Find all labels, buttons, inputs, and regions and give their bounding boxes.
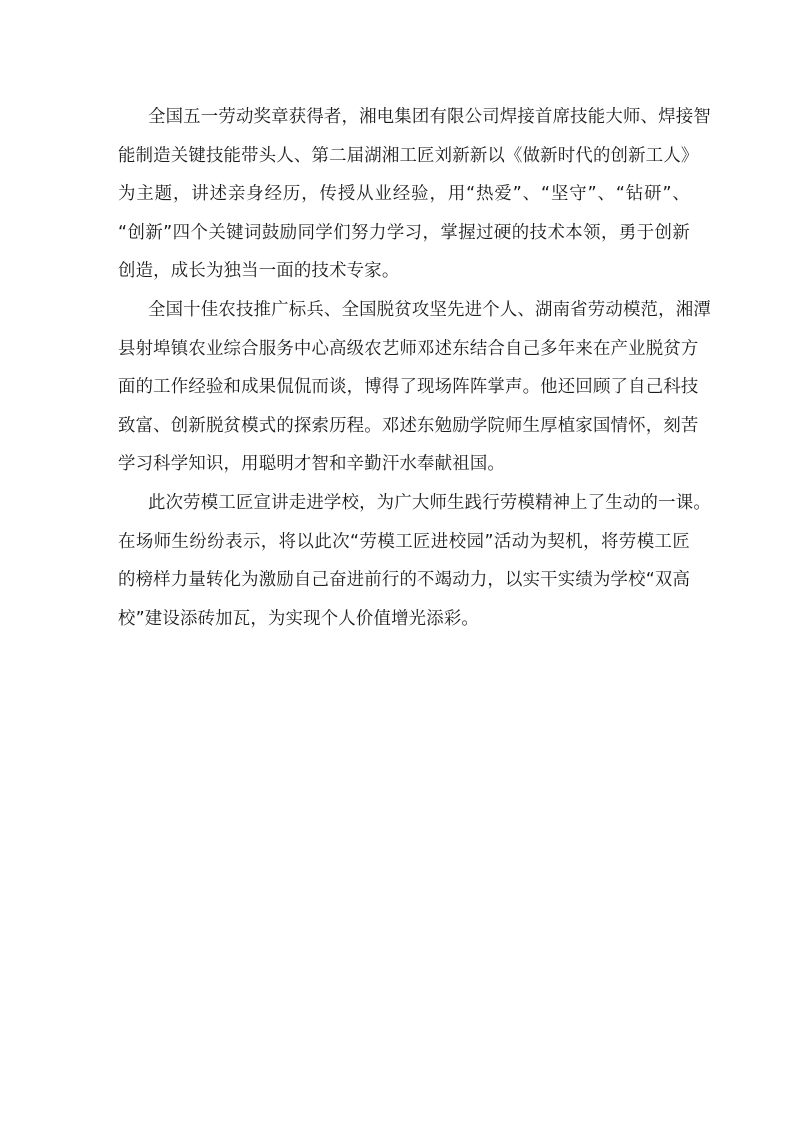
paragraph-line: 校”建设添砖加瓦，为实现个人价值增光添彩。 [118, 608, 480, 629]
paragraph-line: 学习科学知识，用聪明才智和辛勤汗水奉献祖国。 [118, 454, 505, 475]
paragraph-line: 全国十佳农技推广标兵、全国脱贫攻坚先进个人、湖南省劳动模范，湘潭 [148, 299, 711, 320]
paragraph-line: 为主题，讲述亲身经历，传授从业经验，用“热爱”、“坚守”、“钻研”、 [118, 184, 690, 205]
paragraph-3 [118, 484, 711, 638]
paragraph-1 [118, 98, 711, 291]
paragraph-line: 的榜样力量转化为激励自己奋进前行的不竭动力，以实干实绩为学校“双高 [118, 570, 691, 591]
paragraph-line: 能制造关键技能带头人、第二届湖湘工匠刘新新以《做新时代的创新工人》 [118, 145, 699, 166]
paragraph-line: 此次劳模工匠宣讲走进学校，为广大师生践行劳模精神上了生动的一课。 [148, 492, 711, 513]
paragraph-line: 全国五一劳动奖章获得者，湘电集团有限公司焊接首席技能大师、焊接智 [148, 107, 711, 127]
paragraph-line: “创新”四个关键词鼓励同学们努力学习，掌握过硬的技术本领，勇于创新 [118, 222, 690, 243]
article-body [118, 98, 711, 638]
paragraph-line: 创造，成长为独当一面的技术专家。 [118, 261, 400, 282]
paragraph-line: 面的工作经验和成果侃侃而谈，博得了现场阵阵掌声。他还回顾了自己科技 [118, 377, 699, 398]
paragraph-line: 在场师生纷纷表示，将以此次“劳模工匠进校园”活动为契机，将劳模工匠 [118, 531, 690, 552]
paragraph-2 [118, 291, 711, 484]
paragraph-line: 致富、创新脱贫模式的探索历程。邓述东勉励学院师生厚植家国情怀，刻苦 [118, 415, 699, 436]
paragraph-line: 县射埠镇农业综合服务中心高级农艺师邓述东结合自己多年来在产业脱贫方 [118, 338, 699, 359]
